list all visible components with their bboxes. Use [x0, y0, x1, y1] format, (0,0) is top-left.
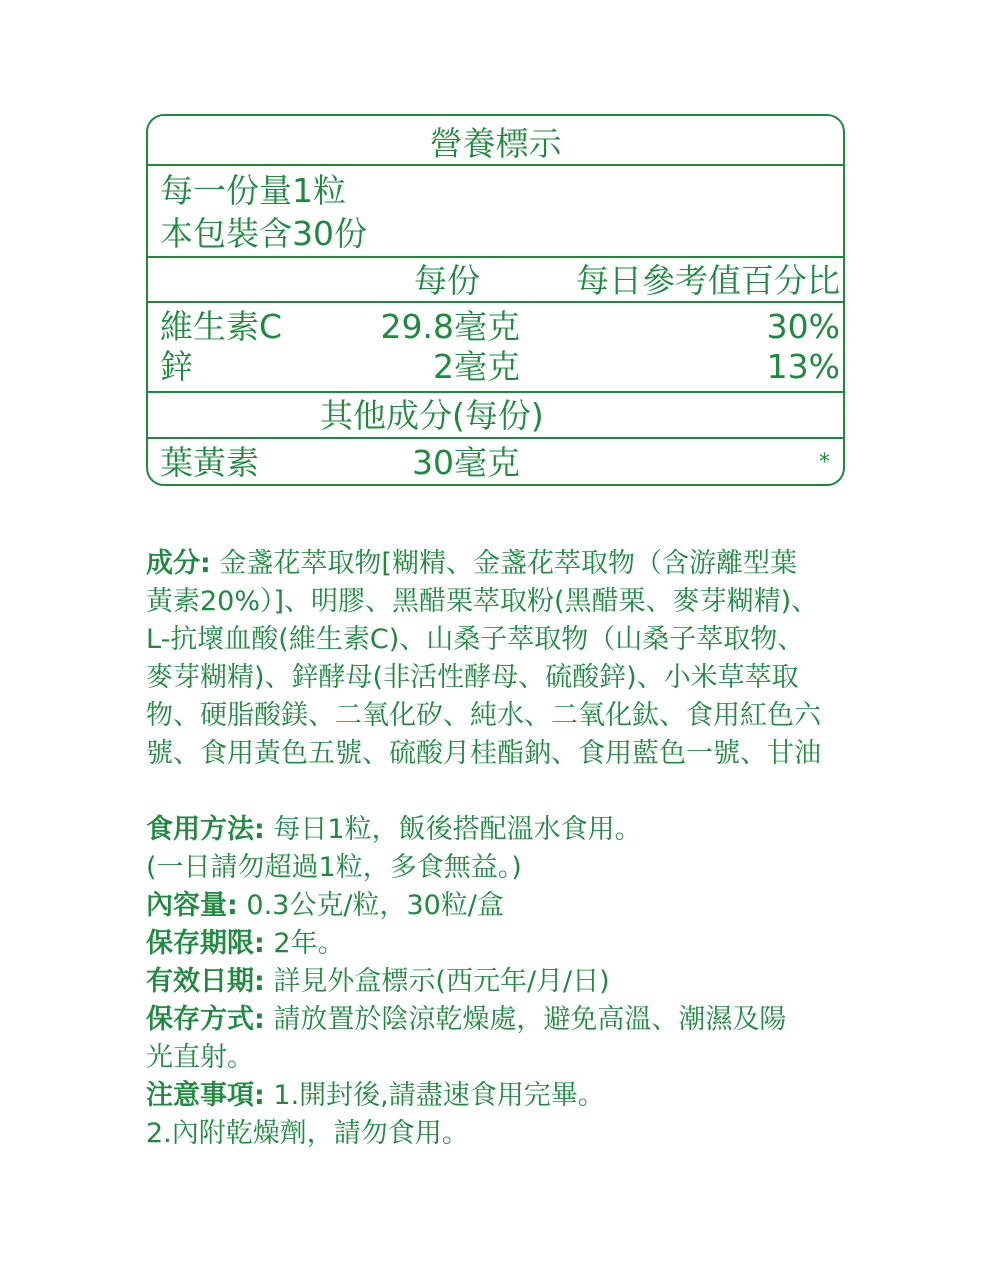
ingredients-section [146, 545, 856, 773]
product-details [146, 811, 856, 1153]
ingredients-line: 號、食用黃色五號、硫酸月桂酯鈉、食用藍色一號、甘油 [146, 738, 821, 769]
nutrient-name: 鋅 [160, 347, 193, 386]
notes-line-2: 2.內附乾燥劑，請勿食用。 [146, 1118, 469, 1149]
notes-label: 注意事項: [146, 1080, 265, 1111]
ingredients-line: L-抗壞血酸(維生素C)、山桑子萃取物（山桑子萃取物、 [146, 624, 805, 655]
usage-text: 每日1粒，飯後搭配溫水食用。 [273, 814, 642, 845]
ingredients-line: 金盞花萃取物[糊精、金盞花萃取物（含游離型葉 [219, 548, 797, 579]
storage-label: 保存方式: [146, 1004, 265, 1035]
notes-line-1: 1.開封後,請盡速食用完畢。 [273, 1080, 605, 1111]
shelf-life-label: 保存期限: [146, 928, 265, 959]
column-per-serving: 每份 [414, 261, 480, 300]
content-label: 內容量: [146, 890, 238, 921]
nutrient-name: 維生素C [160, 307, 283, 346]
other-nutrient-amount: 30毫克 [412, 443, 520, 482]
usage-note: (一日請勿超過1粒，多食無益。) [146, 852, 522, 883]
ingredients-line: 麥芽糊精)、鋅酵母(非活性酵母、硫酸鋅)、小米草萃取 [146, 662, 799, 693]
nutrient-daily-value: 30% [766, 307, 840, 346]
other-ingredients-title: 其他成分(每份) [320, 396, 544, 435]
expiry-text: 詳見外盒標示(西元年/月/日) [273, 966, 610, 997]
usage-label: 食用方法: [146, 814, 265, 845]
divider [148, 391, 843, 393]
other-nutrient-daily-value: * [819, 450, 830, 475]
ingredients-line: 物、硬脂酸鎂、二氧化矽、純水、二氧化鈦、食用紅色六 [146, 700, 821, 731]
divider [148, 164, 843, 166]
servings-per-package: 本包裝含30份 [160, 214, 367, 253]
nutrition-title: 營養標示 [429, 124, 562, 163]
column-daily-value: 每日參考值百分比 [576, 261, 840, 300]
ingredients-line: 黃素20%）]、明膠、黑醋栗萃取粉(黑醋栗、麥芽糊精)、 [146, 586, 819, 617]
other-nutrient-name: 葉黃素 [160, 443, 259, 482]
storage-text: 請放置於陰涼乾燥處，避免高溫、潮濕及陽 [273, 1004, 787, 1035]
nutrient-daily-value: 13% [766, 347, 840, 386]
nutrition-facts-table [146, 114, 845, 486]
expiry-label: 有效日期: [146, 966, 265, 997]
divider [148, 437, 843, 439]
ingredients-label: 成分: [146, 548, 211, 579]
nutrient-amount: 29.8毫克 [380, 307, 520, 346]
shelf-life-text: 2年。 [273, 928, 345, 959]
divider [148, 301, 843, 303]
content-text: 0.3公克/粒，30粒/盒 [246, 890, 504, 921]
divider [148, 256, 843, 258]
serving-size: 每一份量1粒 [160, 171, 346, 210]
storage-text-cont: 光直射。 [146, 1042, 254, 1073]
nutrient-amount: 2毫克 [433, 347, 520, 386]
